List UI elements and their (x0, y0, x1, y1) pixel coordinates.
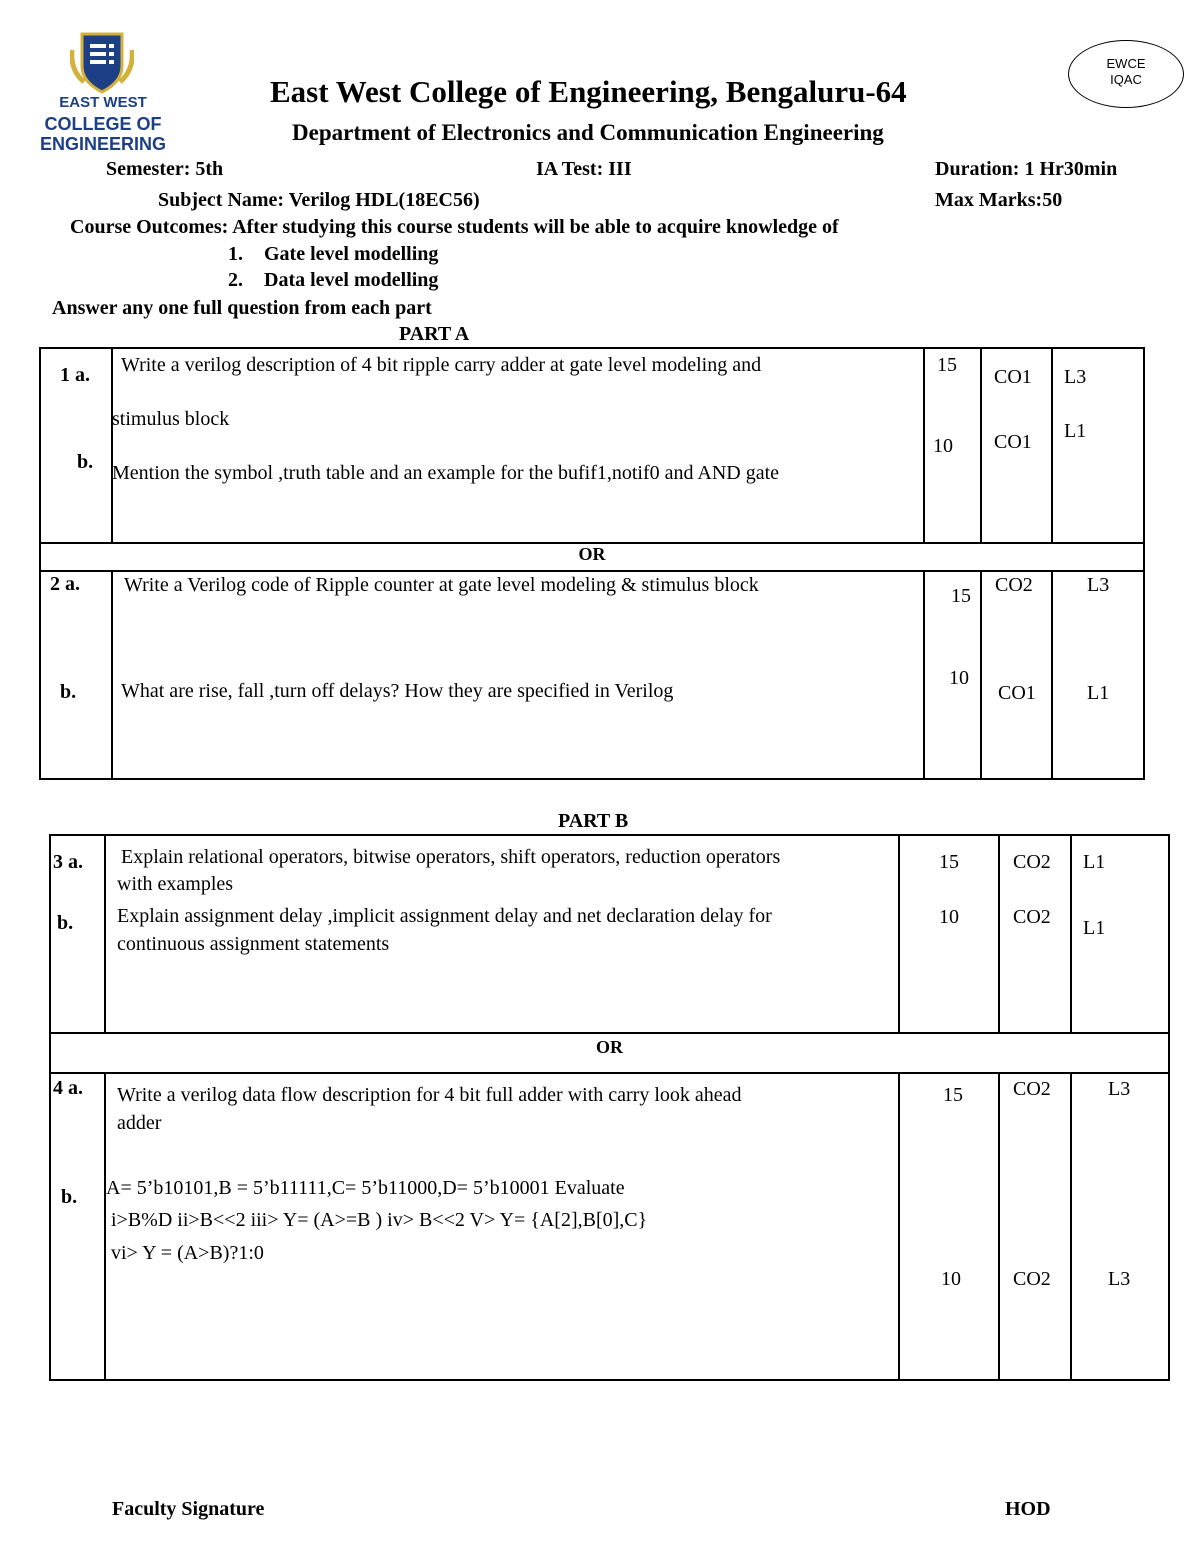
q2b-text: What are rise, fall ,turn off delays? How they are specified in Verilog (121, 680, 674, 702)
q4b-line-1: A= 5’b10101,B = 5’b11111,C= 5’b11000,D= 5’b10001 Evaluate (106, 1177, 625, 1199)
logo-line-2: COLLEGE OF (44, 114, 162, 134)
q3b-line-1: Explain assignment delay ,implicit assignment delay and net declaration delay for (117, 905, 772, 927)
q2a-text: Write a Verilog code of Ripple counter at gate level modeling & stimulus block (124, 574, 759, 596)
q1a-marks: 15 (937, 354, 957, 376)
instruction: Answer any one full question from each part (52, 297, 432, 319)
college-logo (28, 30, 178, 155)
part-a-table (39, 347, 1145, 780)
q4b-level: L3 (1108, 1268, 1131, 1290)
q4a-level: L3 (1108, 1078, 1131, 1100)
q1a-level: L3 (1064, 366, 1087, 388)
q1b-number: b. (77, 451, 94, 473)
part-b-title: PART B (558, 810, 629, 832)
department-name: Department of Electronics and Communication Engineering (292, 120, 884, 145)
q2a-co: CO2 (995, 574, 1033, 596)
q2b-co: CO1 (998, 682, 1036, 704)
q2b-marks: 10 (949, 667, 969, 689)
q2b-level: L1 (1087, 682, 1110, 704)
q4b-number: b. (61, 1186, 78, 1208)
q1a-number: 1 a. (60, 364, 90, 386)
q4a-co: CO2 (1013, 1078, 1051, 1100)
logo-line-3: ENGINEERING (39, 134, 167, 154)
q1b-co: CO1 (994, 431, 1032, 453)
semester: Semester: 5th (106, 158, 224, 180)
logo-line-1: EAST WEST (59, 94, 147, 111)
q4a-marks: 15 (943, 1084, 963, 1106)
q3a-line-2: with examples (117, 873, 234, 895)
stamp-line-1: EWCE (1106, 56, 1146, 71)
q4b-line-2: i>B%D ii>B<<2 iii> Y= (A>=B ) iv> B<<2 V> Y= {A[2],B[0],C} (111, 1209, 648, 1231)
q2a-level: L3 (1087, 574, 1110, 596)
course-outcomes: Course Outcomes: After studying this course students will be able to acquire knowledge of (70, 216, 839, 238)
q3b-co: CO2 (1013, 906, 1051, 928)
iqac-stamp (1068, 40, 1184, 108)
duration: Duration: 1 Hr30min (935, 158, 1118, 180)
max-marks: Max Marks:50 (935, 189, 1063, 211)
outcome-1-number: 1. (228, 243, 243, 265)
q4b-line-3: vi> Y = (A>B)?1:0 (111, 1242, 264, 1264)
q3b-line-2: continuous assignment statements (117, 933, 390, 955)
q1a-line-2: stimulus block (112, 408, 230, 430)
subject-name: Subject Name: Verilog HDL(18EC56) (158, 189, 480, 211)
part-a-title: PART A (399, 323, 470, 345)
q4b-co: CO2 (1013, 1268, 1051, 1290)
college-name: East West College of Engineering, Bengaluru-64 (270, 74, 907, 109)
faculty-signature: Faculty Signature (112, 1498, 265, 1520)
hod-signature: HOD (1005, 1498, 1051, 1520)
q3b-level: L1 (1083, 917, 1106, 939)
q2b-number: b. (60, 681, 77, 703)
q4a-number: 4 a. (53, 1077, 83, 1099)
q3a-line-1: Explain relational operators, bitwise operators, shift operators, reduction operators (121, 846, 781, 868)
part-b-table (49, 834, 1170, 1381)
q3b-number: b. (57, 912, 74, 934)
q1a-co: CO1 (994, 366, 1032, 388)
part-a-or: OR (578, 544, 606, 564)
ia-test: IA Test: III (536, 158, 632, 180)
q3a-marks: 15 (939, 851, 959, 873)
outcome-1: Gate level modelling (264, 243, 439, 265)
q1b-marks: 10 (933, 435, 953, 457)
q3b-marks: 10 (939, 906, 959, 928)
q3a-level: L1 (1083, 851, 1106, 873)
q3a-co: CO2 (1013, 851, 1051, 873)
part-b-or: OR (596, 1037, 623, 1057)
q4a-line-2: adder (117, 1112, 162, 1134)
stamp-line-2: IQAC (1110, 72, 1142, 87)
q1a-line-1: Write a verilog description of 4 bit ripple carry adder at gate level modeling and (121, 354, 762, 376)
q4a-line-1: Write a verilog data flow description for 4 bit full adder with carry look ahead (117, 1084, 742, 1106)
q3a-number: 3 a. (53, 851, 83, 873)
shield-crest-icon (70, 30, 134, 96)
q1b-text: Mention the symbol ,truth table and an example for the bufif1,notif0 and AND gate (112, 462, 780, 484)
q4b-marks: 10 (941, 1268, 961, 1290)
q2a-marks: 15 (951, 585, 971, 607)
outcome-2: Data level modelling (264, 269, 439, 291)
q2a-number: 2 a. (50, 573, 80, 595)
outcome-2-number: 2. (228, 269, 243, 291)
q1b-level: L1 (1064, 420, 1087, 442)
